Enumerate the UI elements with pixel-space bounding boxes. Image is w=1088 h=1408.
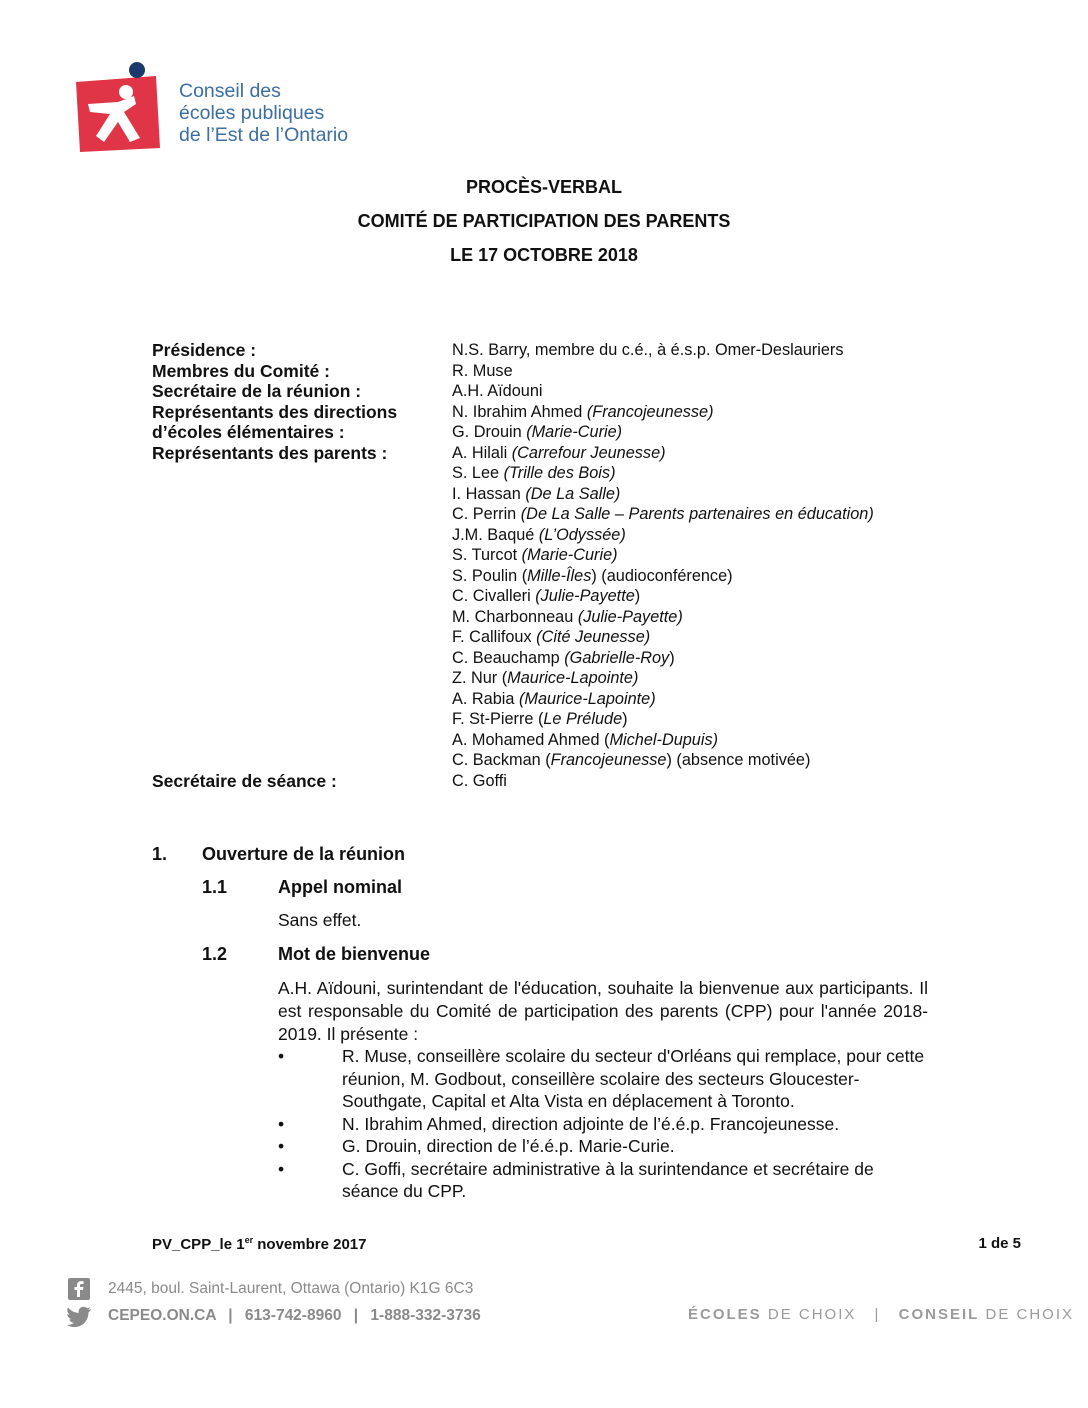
section-1-1-number: 1.1 [202, 877, 228, 897]
section-1-2-number: 1.2 [202, 944, 228, 964]
section-1-2-title: Mot de bienvenue [278, 944, 431, 964]
role-secretaire-seance: Secrétaire de séance : [152, 770, 337, 791]
slogan: ÉCOLES DE CHOIX | CONSEIL DE CHOIX [688, 1306, 1074, 1323]
roles-column [152, 340, 452, 791]
parent-representative: A. Mohamed Ahmed (Michel-Dupuis) [452, 730, 719, 749]
title-line-3: LE 17 OCTOBRE 2018 [450, 245, 638, 265]
logo-line-1: Conseil des [179, 80, 281, 102]
logo-mark [74, 62, 164, 154]
facebook-icon [68, 1278, 90, 1305]
list-item: • R. Muse, conseillère scolaire du secteur d'Orléans qui remplace, pour cette réunion, M. Godbout, conseillère scolaire des secteurs Gloucester-Southgate, Capital et Alta Vista en déplacement à Toronto. [278, 1046, 925, 1111]
name-direction: N. Ibrahim Ahmed (Francojeunesse) [452, 402, 714, 421]
name-secretaire-seance: C. Goffi [452, 771, 507, 790]
address-text: 2445, boul. Saint-Laurent, Ottawa (Ontario) K1G 6C3 [108, 1280, 474, 1297]
parent-representative: S. Poulin (Mille-Îles) (audioconférence) [452, 566, 733, 585]
logo-wordmark [179, 80, 348, 146]
section-1-number: 1. [152, 844, 168, 864]
document-title [0, 170, 1088, 272]
parent-representative: S. Turcot (Marie-Curie) [452, 546, 618, 564]
parent-representative: M. Charbonneau (Julie-Payette) [452, 607, 683, 626]
list-item: • C. Goffi, secrétaire administrative à la surintendance et secrétaire de séance du CPP. [278, 1158, 874, 1201]
parent-representative: C. Perrin (De La Salle – Parents partenaires en éducation) [452, 505, 874, 523]
name-direction: G. Drouin (Marie-Curie) [452, 423, 623, 441]
names-column [452, 340, 952, 791]
role-presidence: Présidence : [152, 340, 257, 360]
name-secretaire-reunion: A.H. Aïdouni [452, 382, 543, 400]
section-1-2-paragraph: A.H. Aïdouni, surintendant de l'éducation, souhaite la bienvenue aux participants. Il est responsable du Comité de participation des parents (CPP) pour l'année 2018-2019. Il présente : [278, 978, 928, 1044]
parent-representative: F. St-Pierre (Le Prélude) [452, 710, 628, 728]
logo-line-2: écoles publiques [179, 102, 325, 124]
logo-line-3: de l’Est de l’Ontario [179, 124, 349, 146]
role-directions-1: Représentants des directions [152, 401, 398, 422]
parent-representative: C. Backman (Francojeunesse) (absence motivée) [452, 751, 811, 769]
document-reference: PV_CPP_le 1er novembre 2017 [152, 1235, 367, 1253]
list-item: • N. Ibrahim Ahmed, direction adjointe de l’é.é.p. Francojeunesse. [278, 1113, 840, 1134]
title-line-1: PROCÈS-VERBAL [465, 177, 622, 197]
parent-representative: A. Hilali (Carrefour Jeunesse) [452, 443, 666, 462]
section-1-title: Ouverture de la réunion [202, 844, 406, 864]
page-number: 1 de 5 [978, 1235, 1021, 1252]
name-presidence: N.S. Barry, membre du c.é., à é.s.p. Omer-Deslauriers [452, 341, 844, 359]
parent-representative: Z. Nur (Maurice-Lapointe) [452, 669, 639, 687]
section-1-1-title: Appel nominal [278, 877, 403, 897]
parent-representative: I. Hassan (De La Salle) [452, 484, 621, 503]
website-link[interactable]: CEPEO.ON.CA [108, 1307, 216, 1324]
list-item: • G. Drouin, direction de l’é.é.p. Marie-Curie. [278, 1136, 675, 1156]
parent-representative: A. Rabia (Maurice-Lapointe) [452, 689, 656, 708]
name-membres: R. Muse [452, 361, 513, 380]
section-1-1-body: Sans effet. [278, 910, 362, 930]
attendee-bullets [278, 1045, 928, 1203]
role-directions-2: d’écoles élémentaires : [152, 422, 345, 442]
role-secretaire-reunion: Secrétaire de la réunion : [152, 381, 362, 401]
parents-list [452, 443, 952, 771]
parent-representative: C. Civalleri (Julie-Payette) [452, 587, 641, 605]
parent-representative: S. Lee (Trille des Bois) [452, 464, 616, 482]
twitter-icon [64, 1306, 92, 1333]
parent-representative: C. Beauchamp (Gabrielle-Roy) [452, 648, 675, 667]
phone-2: 1-888-332-3736 [370, 1307, 481, 1324]
contact-line: CEPEO.ON.CA | 613-742-8960 | 1-888-332-3736 [108, 1307, 481, 1324]
parent-representative: J.M. Baqué (L’Odyssée) [452, 525, 626, 544]
role-parents: Représentants des parents : [152, 442, 388, 463]
phone-1: 613-742-8960 [244, 1307, 342, 1324]
parent-representative: F. Callifoux (Cité Jeunesse) [452, 628, 651, 646]
title-line-2: COMITÉ DE PARTICIPATION DES PARENTS [357, 211, 731, 231]
role-membres: Membres du Comité : [152, 360, 330, 381]
